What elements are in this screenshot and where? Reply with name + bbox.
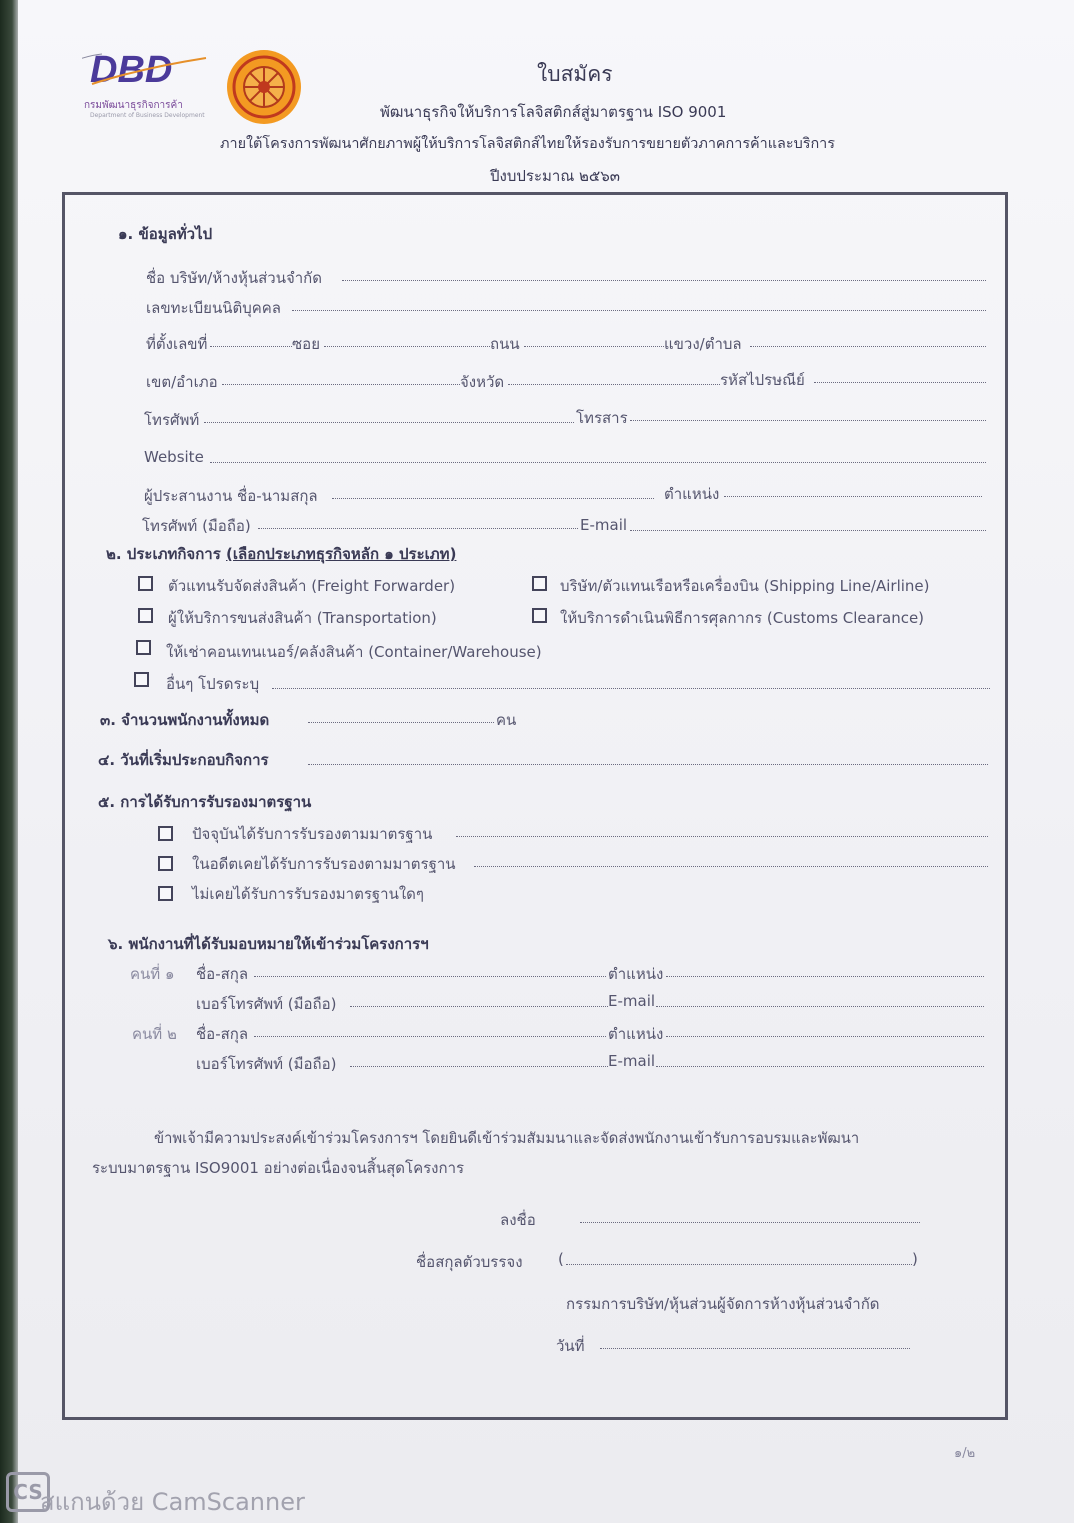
phone-field[interactable] (204, 422, 574, 423)
person1-position-label: ตำแหน่ง (608, 965, 664, 983)
person2-mobile-field[interactable] (350, 1066, 608, 1067)
form-title: ใบสมัคร (537, 62, 613, 86)
district-field[interactable] (222, 384, 460, 385)
section6-heading: ๖. พนักงานที่ได้รับมอบหมายให้เข้าร่วมโครงการฯ (108, 935, 429, 953)
svg-text:DBD: DBD (90, 49, 173, 91)
checkbox-shipping-line[interactable] (532, 576, 547, 591)
person1-position-field[interactable] (666, 976, 984, 977)
currently-certified-field[interactable] (456, 836, 988, 837)
road-label: ถนน (490, 335, 520, 353)
website-label: Website (144, 448, 204, 466)
option-customs-clearance: ให้บริการดำเนินพิธีการศุลกากร (Customs Clearance) (560, 609, 925, 627)
fiscal-year: ปีงบประมาณ ๒๕๖๓ (490, 167, 621, 185)
ministry-seal-icon (222, 48, 306, 126)
option-other: อื่นๆ โปรดระบุ (166, 675, 260, 693)
fax-label: โทรสาร (576, 409, 628, 427)
person2-email-label: E-mail (608, 1052, 656, 1070)
date-field[interactable] (600, 1348, 910, 1349)
mobile-label: โทรศัพท์ (มือถือ) (142, 517, 251, 535)
start-date-field[interactable] (308, 764, 988, 765)
person1-mobile-label: เบอร์โทรศัพท์ (มือถือ) (196, 995, 337, 1013)
option-never-certified: ไม่เคยได้รับการรับรองมาตรฐานใดๆ (192, 885, 424, 903)
dbd-logo-subtitle-en: Department of Business Development (90, 112, 205, 119)
coordinator-field[interactable] (332, 498, 654, 499)
person1-email-label: E-mail (608, 992, 656, 1010)
sign-label: ลงชื่อ (500, 1211, 536, 1229)
section2-heading (106, 542, 456, 566)
email-label: E-mail (580, 516, 628, 534)
fullname-field[interactable] (566, 1264, 912, 1265)
fullname-close-paren: ) (912, 1250, 918, 1268)
postcode-label: รหัสไปรษณีย์ (720, 371, 805, 389)
employee-count-field[interactable] (308, 722, 494, 723)
dbd-logo-subtitle: กรมพัฒนาธุรกิจการค้า (84, 100, 183, 111)
checkbox-currently-certified[interactable] (158, 826, 173, 841)
option-freight-forwarder: ตัวแทนรับจัดส่งสินค้า (Freight Forwarder) (168, 577, 456, 595)
person2-label: คนที่ ๒ (132, 1025, 177, 1043)
person2-name-field[interactable] (254, 1036, 606, 1037)
section5-heading: ๕. การได้รับการรับรองมาตรฐาน (98, 793, 312, 811)
other-field[interactable] (272, 688, 990, 689)
section3-label: ๓. จำนวนพนักงานทั้งหมด (100, 711, 270, 729)
coordinator-position-label: ตำแหน่ง (664, 485, 720, 503)
company-label: ชื่อ บริษัท/ห้างหุ้นส่วนจำกัด (146, 269, 323, 287)
previously-certified-field[interactable] (474, 866, 988, 867)
option-currently-certified: ปัจจุบันได้รับการรับรองตามมาตรฐาน (192, 825, 433, 843)
section2-heading-label: ๒. ประเภทกิจการ (106, 545, 221, 563)
soi-label: ซอย (292, 335, 320, 353)
fullname-open-paren: ( (558, 1250, 564, 1268)
scan-edge (0, 0, 20, 1523)
form-subtitle-2: ภายใต้โครงการพัฒนาศักยภาพผู้ให้บริการโลจิสติกส์ไทยให้รองรับการขยายตัวภาคการค้าและบริการ (220, 136, 835, 152)
camscanner-badge-text: CS (13, 1480, 43, 1504)
camscanner-watermark: สแกนด้วย CamScanner (40, 1488, 305, 1516)
option-previously-certified: ในอดีตเคยได้รับการรับรองตามมาตรฐาน (192, 855, 456, 873)
mobile-field[interactable] (258, 528, 578, 529)
fax-field[interactable] (630, 420, 986, 421)
subdistrict-label: แขวง/ตำบล (664, 335, 742, 353)
checkbox-other[interactable] (134, 672, 149, 687)
checkbox-transportation[interactable] (138, 608, 153, 623)
person1-name-field[interactable] (254, 976, 606, 977)
checkbox-container-warehouse[interactable] (136, 640, 151, 655)
checkbox-freight-forwarder[interactable] (138, 576, 153, 591)
reg-no-label: เลขทะเบียนนิติบุคคล (146, 299, 281, 317)
coordinator-position-field[interactable] (724, 496, 982, 497)
person2-position-field[interactable] (666, 1036, 984, 1037)
option-shipping-line: บริษัท/ตัวแทนเรือหรือเครื่องบิน (Shipping Line/Airline) (560, 577, 930, 595)
coordinator-label: ผู้ประสานงาน ชื่อ-นามสกุล (144, 487, 318, 505)
addr-no-label: ที่ตั้งเลขที่ (146, 335, 208, 353)
person2-mobile-label: เบอร์โทรศัพท์ (มือถือ) (196, 1055, 337, 1073)
signature-field[interactable] (580, 1222, 920, 1223)
form-subtitle-1: พัฒนาธุรกิจให้บริการโลจิสติกส์สู่มาตรฐาน ISO 9001 (380, 103, 727, 121)
province-field[interactable] (508, 384, 720, 385)
dbd-logo (82, 48, 210, 98)
page-number: ๑/๒ (954, 1446, 976, 1461)
person1-label: คนที่ ๑ (130, 965, 175, 983)
person1-mobile-field[interactable] (350, 1006, 608, 1007)
section4-label: ๔. วันที่เริ่มประกอบกิจการ (98, 751, 269, 769)
checkbox-previously-certified[interactable] (158, 856, 173, 871)
person1-name-label: ชื่อ-สกุล (196, 965, 249, 983)
postcode-field[interactable] (814, 382, 986, 383)
district-label: เขต/อำเภอ (146, 373, 218, 391)
option-container-warehouse: ให้เช่าคอนเทนเนอร์/คลังสินค้า (Container/Warehouse) (166, 643, 542, 661)
employee-unit: คน (496, 711, 517, 729)
fullname-label: ชื่อสกุลตัวบรรจง (416, 1253, 523, 1271)
soi-field[interactable] (324, 346, 490, 347)
addr-no-field[interactable] (210, 346, 292, 347)
person2-email-field[interactable] (656, 1066, 984, 1067)
person2-name-label: ชื่อ-สกุล (196, 1025, 249, 1043)
person2-position-label: ตำแหน่ง (608, 1025, 664, 1043)
website-field[interactable] (210, 462, 986, 463)
declaration-line-2: ระบบมาตรฐาน ISO9001 อย่างต่อเนื่องจนสิ้นสุดโครงการ (92, 1159, 465, 1177)
company-field[interactable] (342, 280, 986, 281)
checkbox-never-certified[interactable] (158, 886, 173, 901)
subdistrict-field[interactable] (750, 346, 986, 347)
reg-no-field[interactable] (292, 310, 986, 311)
declaration-line-1: ข้าพเจ้ามีความประสงค์เข้าร่วมโครงการฯ โดยยินดีเข้าร่วมสัมมนาและจัดส่งพนักงานเข้ารับการอบรมและพัฒนา (154, 1130, 860, 1147)
section2-heading-note: (เลือกประเภทธุรกิจหลัก ๑ ประเภท) (226, 545, 457, 563)
checkbox-customs-clearance[interactable] (532, 608, 547, 623)
province-label: จังหวัด (460, 373, 505, 391)
date-label: วันที่ (556, 1337, 585, 1355)
signer-role: กรรมการบริษัท/หุ้นส่วนผู้จัดการห้างหุ้นส่วนจำกัด (566, 1295, 880, 1313)
person1-email-field[interactable] (656, 1006, 984, 1007)
option-transportation: ผู้ให้บริการขนส่งสินค้า (Transportation) (168, 609, 437, 627)
phone-label: โทรศัพท์ (144, 411, 200, 429)
email-field[interactable] (630, 530, 986, 531)
section1-heading: ๑. ข้อมูลทั่วไป (118, 225, 213, 243)
road-field[interactable] (524, 346, 664, 347)
